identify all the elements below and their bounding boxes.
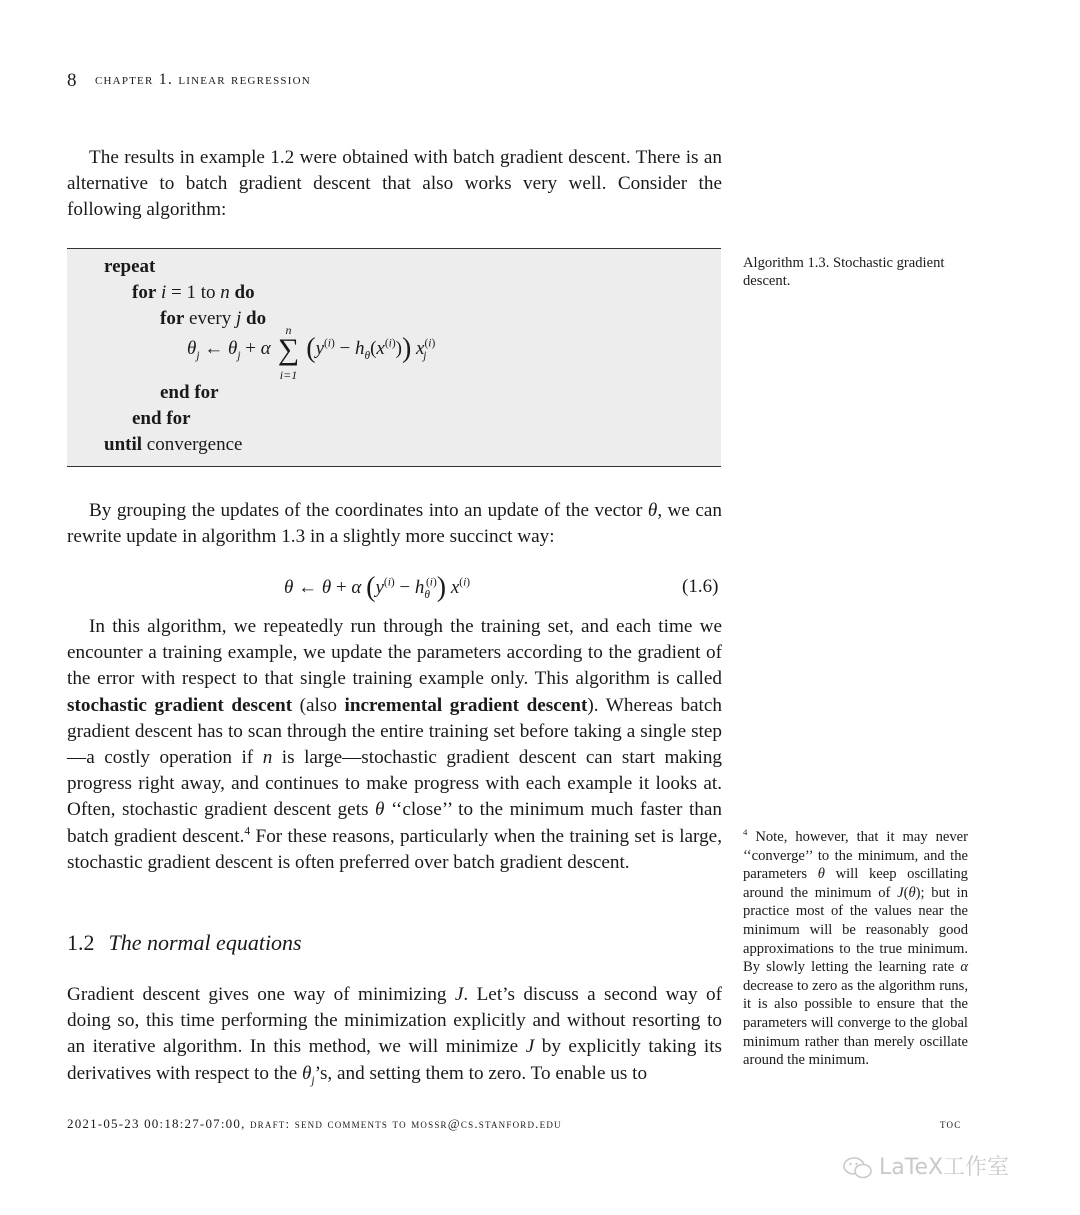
watermark [843, 1150, 1009, 1181]
algo-until-line [104, 434, 242, 456]
algo-for-i-line: for i = 1 to n do [132, 282, 255, 303]
algo-end-for-inner: end for [160, 382, 219, 403]
paragraph-normal-equations: Gradient descent gives one way of minimizing J. Let’s discuss a second way of doing so, this time performing the minimization explicitly and without resorting to an iterative algorithm. In this method, we will minimize J by explicitly taking its derivatives with respect to the $\theta_j’s$, and setting them to zero. To enable us to [67, 984, 723, 1087]
footnote-mark: 4 [743, 827, 748, 838]
algorithm-caption: Algorithm 1.3. Stochastic gradient descent. [743, 255, 945, 289]
algo-every: every [189, 308, 232, 329]
algo-for-kw: for [132, 282, 157, 303]
algorithm-box [67, 248, 721, 467]
equation-number: (1.6) [682, 576, 719, 597]
algo-to: to [200, 282, 216, 303]
page-number: 8 [67, 70, 77, 91]
footnote-ref-4: 4 [244, 825, 251, 838]
equation-1-6: θ ← θ + α $(y^{(i)} - h_\theta^{(i)})$ $x^{(i)}$ [284, 572, 471, 603]
wechat-icon [843, 1156, 873, 1180]
chapter-title: chapter 1. linear regression [95, 71, 311, 88]
footer-draft-info: 2021-05-23 00:18:27-07:00, draft: send comments to mossr@cs.stanford.edu [67, 1116, 562, 1131]
section-heading [67, 930, 302, 956]
watermark-text: LaTeX工作室 [879, 1155, 1010, 1180]
algo-for-j-line: for every j do [160, 308, 267, 329]
algo-end-for-outer: end for [132, 408, 191, 429]
algo-for-kw-2: for [160, 308, 185, 329]
section-title: The normal equations [108, 930, 302, 955]
term-stochastic-gradient-descent: stochastic gradient descent [67, 694, 293, 716]
algo-until: until [104, 434, 143, 455]
algo-repeat: repeat [104, 256, 156, 277]
update-rule: $\theta_j$ ← $\theta_j + \alpha$ n ∑ i=1 $(y^{(i)} - h_\theta(x^{(i)}))$ $x^{(i)}_j$ [187, 322, 436, 382]
intro-paragraph [67, 145, 722, 224]
paragraph-vector-update: By grouping the updates of the coordinates into an update of the vector θ, we can rewrite update in algorithm 1.3 in a slightly more succinct way: [67, 500, 723, 548]
toc-link[interactable]: toc [940, 1116, 962, 1131]
algo-convergence: convergence [146, 434, 243, 455]
term-incremental-gradient-descent: incremental gradient descent [344, 694, 588, 716]
paragraph-sgd: In this algorithm, we repeatedly run through the training set, and each time we encounter a training example, we update the parameters according to the gradient of the error with respect to that single training example only. This algorithm is called stochastic gradient descent (also incremental gradient descent). Whereas batch gradient descent has to scan through the entire training set before taking a single step—a costly operation if n is large—stochastic gradient descent can start making progress right away, and continues to make progress with each example it looks at. Often, stochastic gradient descent gets θ ‘‘close’’ to the minimum much faster than batch gradient descent.$^4$ For these reasons, particularly when the training set is large, stochastic gradient descent is often preferred over batch gradient descent. [67, 616, 723, 873]
algo-do-kw: do [234, 282, 255, 303]
algo-do-kw-2: do [246, 308, 267, 329]
intro-text: The results in example 1.2 were obtained with batch gradient descent. There is an alternative to batch gradient descent that also works very well. Consider the following algorithm: [67, 147, 722, 221]
footnote-4: $^4$ Note, however, that it may never ‘‘converge’’ to the minimum, and the parameters θ will keep oscillating around the minimum of J(θ); but in practice most of the values near the minimum will be reasonably good approximations to the true minimum. By slowly letting the learning rate α decrease to zero as the algorithm runs, it is also possible to ensure that the parameters will converge to the global minimum rather than merely oscillate around the minimum. [743, 827, 969, 1069]
section-number: 1.2 [67, 930, 95, 955]
